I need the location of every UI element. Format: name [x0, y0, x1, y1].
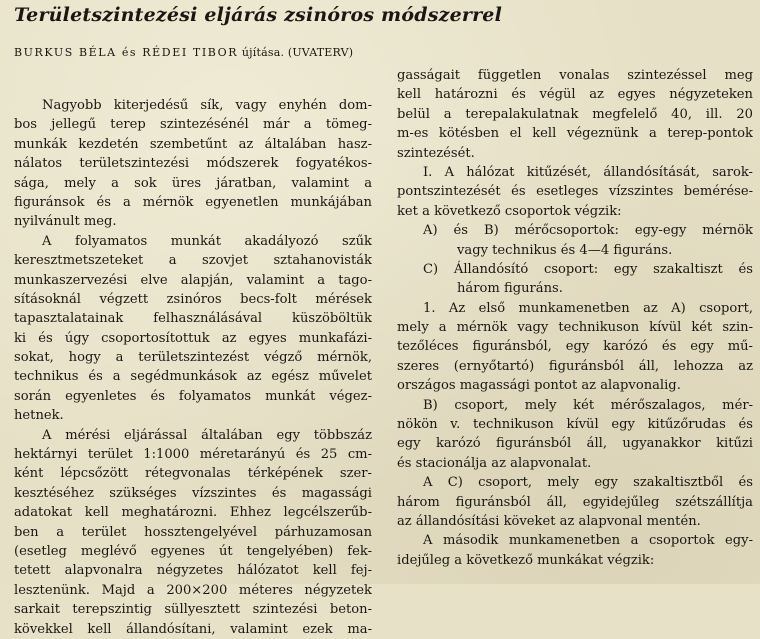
text-line: sarkait terepszintig süllyesztett szintezési beton- [14, 602, 372, 618]
text-line: hetnek. [14, 408, 64, 424]
byline-authors: BURKUS BÉLA és RÉDEI TIBOR [14, 46, 239, 59]
text-line: A második munkamenetben a csoportok egy- [423, 533, 753, 549]
text-line: idejűleg a következő munkákat végzik: [397, 552, 655, 568]
text-line: 1. Az első munkamenetben az A) csoport, [423, 300, 753, 316]
byline-rest: újítása. (UVATERV) [241, 46, 354, 59]
text-line: nökön v. technikuson kívül egy kitűzőrudas és [397, 417, 753, 433]
text-line: m-es kötésben el kell végeznünk a terep-pontok [397, 126, 753, 142]
text-line: belül a terepalakulatnak megfelelő 40, ill. 20 [397, 106, 753, 122]
text-line: tezőléces figuránsból, egy karózó és egy mű- [397, 339, 753, 355]
text-line: sításoknál végzett zsinóros becs-folt mérések [14, 291, 372, 307]
text-line: figuránsok és a mérnök egyenetlen munkájában [14, 194, 372, 210]
text-line: országos magassági pontot az alapvonalig. [397, 378, 681, 394]
text-line: során egyenletes és folyamatos munkát végez- [14, 388, 372, 404]
text-line: sokat, hogy a területszintezést végző mérnök, [14, 350, 372, 366]
right-text-column [397, 66, 753, 570]
text-line: kövekkel kell állandósítani, valamint ezek ma- [14, 621, 372, 637]
text-line: A C) csoport, mely egy szakaltisztből és [423, 475, 753, 491]
text-line: ki és úgy csoportosítottuk az egyes munkafázi- [14, 330, 372, 346]
text-line: vagy technikus és 4—4 figuráns. [457, 242, 673, 258]
text-line: lesztenünk. Majd a 200×200 méteres négyzetek [14, 582, 372, 598]
text-line: három figuránsból áll, egyidejűleg szétszállítja [397, 494, 753, 510]
text-line: nyilvánult meg. [14, 214, 117, 230]
text-line: ként lépcsőzött rétegvonalas térképének szer- [14, 466, 372, 482]
text-line: egy karózó figuránsból áll, ugyanakkor kitűzi [397, 436, 753, 452]
text-line: sága, mely a sok üres járatban, valamint a [14, 175, 372, 191]
text-line: tetett alapvonalra négyzetes hálózatot kell fej- [14, 563, 372, 579]
text-line: B) csoport, mely két mérőszalagos, mér- [423, 397, 753, 413]
text-line: három figuráns. [457, 281, 563, 297]
left-text-column [14, 96, 372, 639]
text-line: C) Állandósító csoport: egy szakaltiszt és [423, 261, 753, 277]
text-line: A) és B) mérőcsoportok: egy-egy mérnök [423, 223, 753, 239]
text-line: és stacionálja az alapvonalat. [397, 455, 592, 471]
text-line: munkák kezdetén szembetűnt az általában hasz- [14, 136, 372, 152]
text-line: A folyamatos munkát akadályozó szűk [42, 233, 372, 249]
text-line: szeres (ernyőtartó) figuránsból áll, lehozza az [397, 358, 753, 374]
text-line: (esetleg meglévő egyenes út tengelyében) fek- [14, 543, 372, 559]
text-line: hektárnyi terület 1:1000 méretarányú és 25 cm- [14, 447, 372, 463]
text-line: Nagyobb kiterjedésű sík, vagy enyhén dom- [42, 98, 372, 113]
article-title: Területszintezési eljárás zsinóros módszerrel [14, 4, 503, 26]
text-line: technikus és a segédmunkások az egész művelet [14, 369, 372, 385]
text-line: mely a mérnök vagy technikuson kívül két szin- [397, 320, 753, 336]
text-line: keresztmetszeteket a szovjet sztahanovisták [14, 253, 372, 269]
text-line: ben a terület hossztengelyével párhuzamosan [14, 524, 372, 540]
text-line: gasságait független vonalas szintezéssel meg [397, 68, 753, 83]
text-line: adatokat kell meghatározni. Ehhez legcélszerűb- [14, 505, 372, 521]
text-line: tapasztalatainak felhasználásával küszöböltük [14, 311, 372, 327]
text-line: munkaszervezési elve alapján, valamint a tago- [14, 272, 372, 288]
text-line: bos jellegű terep szintezésénél már a tömeg- [14, 117, 372, 133]
text-line: A mérési eljárással általában egy többszáz [42, 427, 372, 443]
text-line: kell határozni és végül az egyes négyzeteken [397, 87, 753, 103]
text-line: nálatos területszintezési módszerek fogyatékos- [14, 156, 372, 172]
text-line: kesztéséhez szükséges vízszintes és magassági [14, 485, 372, 501]
text-line: pontszintezését és esetleges vízszintes bemérése- [397, 184, 753, 200]
text-line: ket a következő csoportok végzik: [397, 203, 622, 219]
article-byline [14, 46, 353, 59]
text-line: az állandósítási köveket az alapvonal mentén. [397, 513, 701, 529]
text-line: szintezését. [397, 145, 475, 161]
text-line: I. A hálózat kitűzését, állandósítását, sarok- [423, 164, 753, 180]
